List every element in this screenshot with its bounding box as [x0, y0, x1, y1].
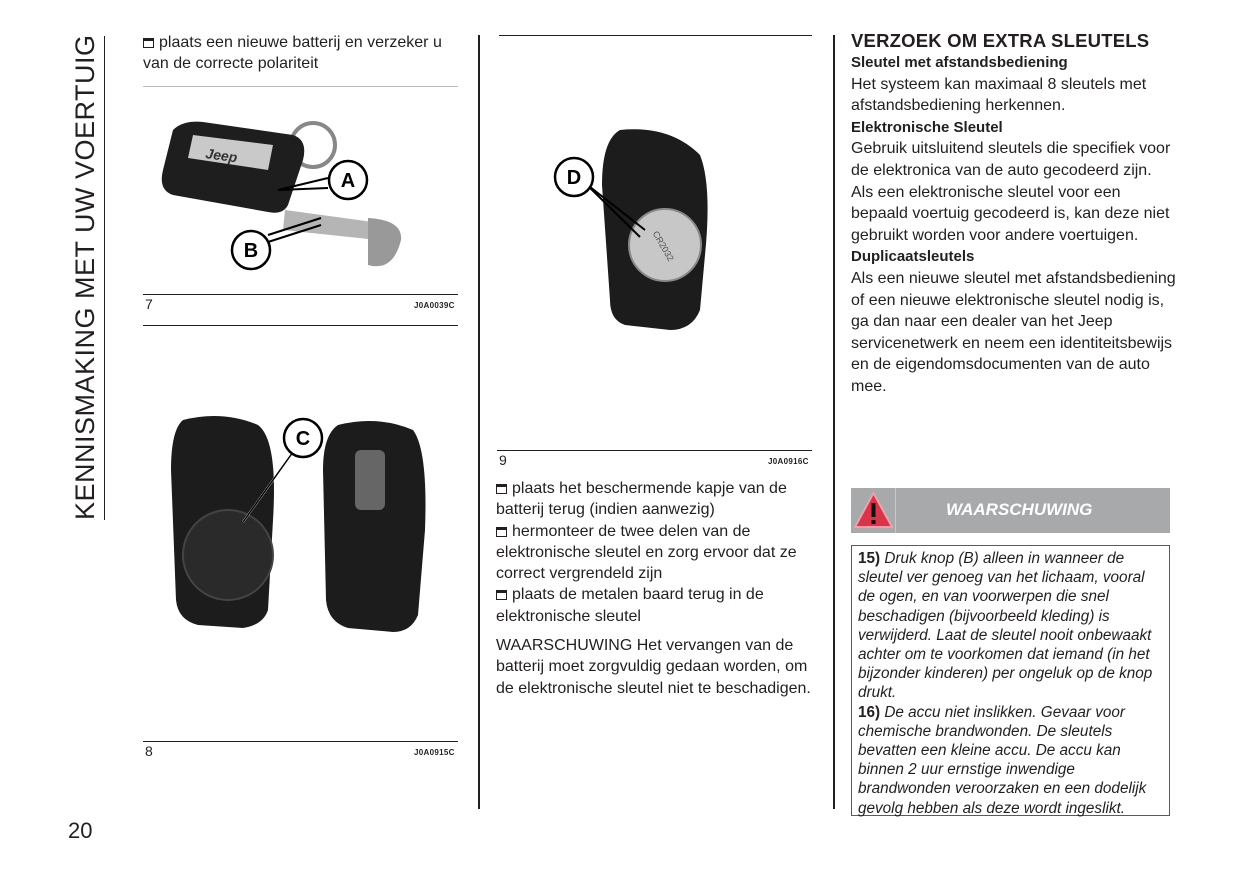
warning-notes-box — [851, 545, 1170, 816]
figure-code: J0A0039C — [414, 301, 455, 310]
warning-banner — [851, 488, 1170, 533]
warning-triangle-icon — [851, 488, 896, 533]
figure-9-battery-image — [540, 125, 730, 340]
note-text: Druk knop (B) alleen in wanneer de sleutel ver genoeg van het lichaam, vooral de ogen, en van voorwerpen die snel beschadigen (bijvoorbeeld kleding) is verwijderd. Laat de sleutel nooit onbewaakt achter om te voorkomen dat iemand (in het bijzonder kinderen) per ongeluk op de knop drukt. — [858, 550, 1153, 702]
battery-warning-text: WAARSCHUWING Het vervangen van de batterij moet zorgvuldig gedaan worden, om de elektronische sleutel niet te beschadigen. — [496, 637, 811, 697]
bullet-square-icon — [496, 527, 507, 537]
figure-top-rule — [143, 86, 458, 87]
bullet-text: plaats de metalen baard terug in de elektronische sleutel — [496, 586, 764, 625]
svg-text:CR2032: CR2032 — [650, 229, 676, 263]
bullet-reassemble — [496, 521, 818, 585]
figure-caption-rule — [143, 741, 458, 742]
section-title: KENNISMAKING MET UW VOERTUIG — [70, 34, 100, 520]
figure-number: 7 — [145, 296, 153, 312]
warning-note-15 — [858, 549, 1163, 703]
bullet-new-battery — [143, 32, 461, 75]
subheading-remote-key: Sleutel met afstandsbediening — [851, 54, 1068, 71]
bullet-text: plaats het beschermende kapje van de batterij terug (indien aanwezig) — [496, 480, 787, 519]
callout-d: D — [566, 167, 582, 189]
bullet-text: hermonteer de twee delen van de elektronische sleutel en zorg ervoor dat ze correct vergrendeld zijn — [496, 522, 797, 583]
bullet-square-icon — [496, 484, 507, 494]
page-number: 20 — [68, 818, 93, 843]
paragraph: Het systeem kan maximaal 8 sleutels met afstandsbediening herkennen. — [851, 75, 1147, 115]
figure-caption-rule — [143, 294, 458, 295]
callout-c: C — [295, 428, 311, 450]
note-text: De accu niet inslikken. Gevaar voor chemische brandwonden. De sleutels bevatten een kleine accu. De accu kan binnen 2 uur ernstige inwendige brandwonden veroorzaken en een dodelijk gevolg hebben als deze wordt ingeslikt. — [858, 703, 1147, 817]
column-divider — [833, 35, 835, 809]
section-heading: VERZOEK OM EXTRA SLEUTELS — [851, 30, 1150, 51]
paragraph: Als een nieuwe sleutel met afstandsbediening of een nieuwe elektronische sleutel nodig is, ga dan naar een dealer van het Jeep servicenetwerk en neem een identiteitsbewijs en de eigendomsdocumenten van de auto mee. — [851, 269, 1176, 395]
section-title-rule — [104, 36, 105, 520]
bullet-square-icon — [496, 590, 507, 600]
bullet-square-icon — [143, 38, 154, 48]
figure-number: 8 — [145, 743, 153, 759]
figure-code: J0A0916C — [768, 457, 809, 466]
column-divider — [478, 35, 480, 809]
key-fob — [162, 122, 305, 213]
bullet-metal-blade — [496, 584, 818, 627]
jeep-logo: Jeep — [204, 145, 239, 166]
figure-number: 9 — [499, 452, 507, 468]
callout-b: B — [243, 240, 259, 262]
figure-caption-rule — [497, 450, 812, 451]
paragraph: Als een elektronische sleutel voor een bepaald voertuig gecodeerd is, kan deze niet gebruikt worden voor andere voertuigen. — [851, 183, 1170, 244]
note-number: 16) — [858, 703, 881, 721]
paragraph: Gebruik uitsluitend sleutels die specifiek voor de elektronica van de auto gecodeerd zijn. — [851, 140, 1171, 179]
figure-7-key-fob-image — [143, 100, 458, 290]
figure-top-rule — [143, 325, 458, 326]
battery-compartment — [183, 510, 273, 600]
figure-top-rule — [499, 35, 812, 36]
warning-label: WAARSCHUWING — [946, 500, 1093, 519]
figure-8-opened-key-image — [143, 410, 458, 640]
subheading-duplicate-keys: Duplicaatsleutels — [851, 248, 975, 266]
callout-a: A — [340, 170, 356, 192]
subheading-electronic-key: Elektronische Sleutel — [851, 118, 1003, 136]
figure-code: J0A0915C — [414, 748, 455, 757]
bullet-replace-cap — [496, 478, 818, 521]
warning-note-16 — [858, 703, 1163, 818]
note-number: 15) — [858, 550, 881, 567]
bullet-text: plaats een nieuwe batterij en verzeker u van de correcte polariteit — [143, 34, 442, 73]
